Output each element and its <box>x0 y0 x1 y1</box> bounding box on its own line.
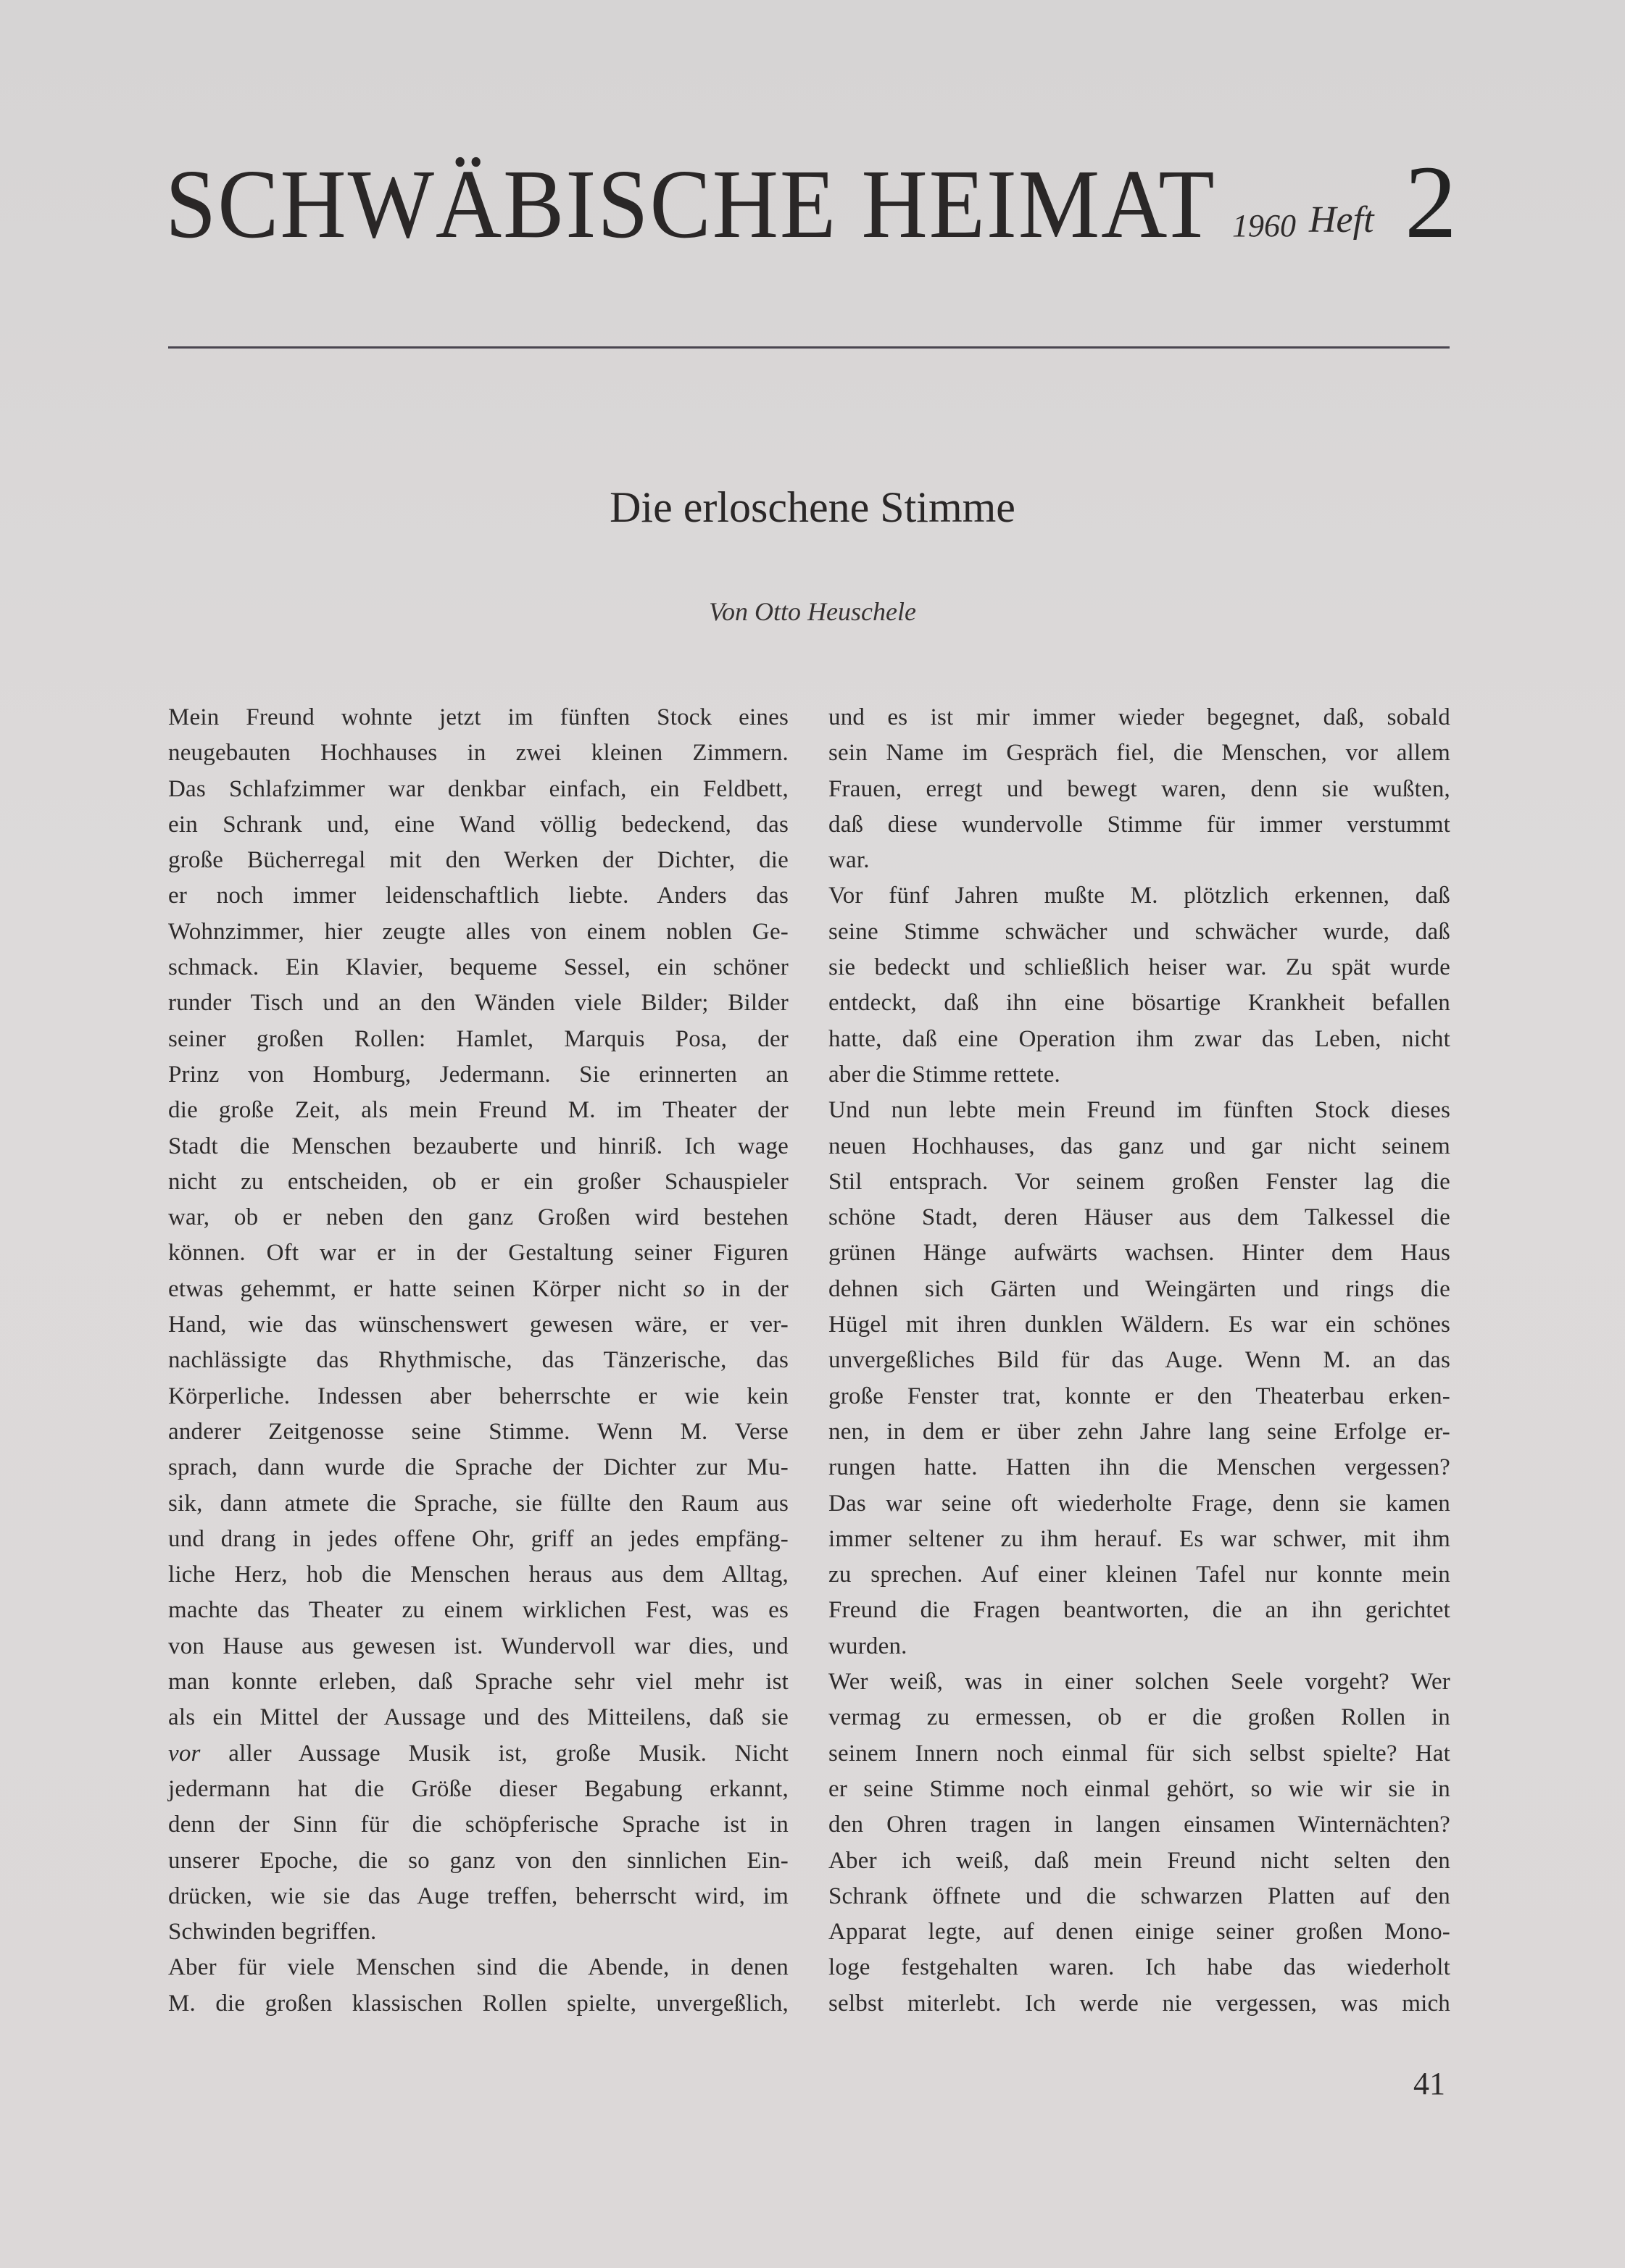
text-line: neugebauten Hochhauses in zwei kleinen Zimmern. <box>168 740 789 767</box>
text-line: M. die großen klassischen Rollen spielte, unvergeßlich, <box>168 1990 789 2017</box>
text-line: seine Stimme schwächer und schwächer wurde, daß <box>828 918 1450 945</box>
text-line: seiner großen Rollen: Hamlet, Marquis Posa, der <box>168 1025 789 1052</box>
text-line: unserer Epoche, die so ganz von den sinnlichen Ein- <box>168 1847 789 1874</box>
text-line: Aber für viele Menschen sind die Abende, in denen <box>168 1954 789 1981</box>
text-line: Stil entsprach. Vor seinem großen Fenster lag die <box>828 1168 1450 1195</box>
text-line: sie bedeckt und schließlich heiser war. Zu spät wurde <box>828 954 1450 981</box>
text-line: war. <box>828 847 870 874</box>
magazine-title: SCHWÄBISCHE HEIMAT <box>165 150 1216 259</box>
text-line: und es ist mir immer wieder begegnet, daß, sobald <box>828 704 1450 730</box>
issue-year: 1960 <box>1232 208 1296 243</box>
text-line: unvergeßliches Bild für das Auge. Wenn M. an das <box>828 1347 1450 1374</box>
text-line: vor aller Aussage Musik ist, große Musik. Nicht <box>168 1740 789 1767</box>
text-line: neuen Hochhauses, das ganz und gar nicht seinem <box>828 1133 1450 1159</box>
emphasized-word: so <box>683 1275 705 1302</box>
page-number: 41 <box>1413 2066 1445 2101</box>
text-line: rungen hatte. Hatten ihn die Menschen vergessen? <box>828 1454 1450 1481</box>
text-line: von Hause aus gewesen ist. Wundervoll war dies, und <box>168 1633 789 1659</box>
text-line: Aber ich weiß, daß mein Freund nicht selten den <box>828 1847 1450 1874</box>
text-line: denn der Sinn für die schöpferische Sprache ist in <box>168 1812 789 1838</box>
text-line: grünen Hänge aufwärts wachsen. Hinter dem Haus <box>828 1240 1450 1267</box>
text-line: große Fenster trat, konnte er den Theaterbau erken- <box>828 1383 1450 1409</box>
text-line: Hand, wie das wünschenswert gewesen wäre, er ver- <box>168 1312 789 1338</box>
text-line: Prinz von Homburg, Jedermann. Sie erinnerten an <box>168 1061 789 1088</box>
text-line: Mein Freund wohnte jetzt im fünften Stock eines <box>168 704 789 730</box>
text-line: große Bücherregal mit den Werken der Dichter, die <box>168 847 789 874</box>
issue-label: Heft <box>1309 199 1374 241</box>
text-line: seinem Innern noch einmal für sich selbst spielte? Hat <box>828 1740 1450 1767</box>
text-line: nen, in dem er über zehn Jahre lang seine Erfolge er- <box>828 1418 1450 1445</box>
text-line: Körperliche. Indessen aber beherrschte er wie kein <box>168 1383 789 1409</box>
text-line: vermag zu ermessen, ob er die großen Rollen in <box>828 1704 1450 1731</box>
text-line: Wer weiß, was in einer solchen Seele vorgeht? Wer <box>828 1669 1450 1696</box>
text-line: sein Name im Gespräch fiel, die Menschen, vor allem <box>828 740 1450 767</box>
text-column-right <box>828 700 1450 2022</box>
text-line: immer seltener zu ihm herauf. Es war schwer, mit ihm <box>828 1525 1450 1552</box>
text-line: Das Schlafzimmer war denkbar einfach, ein Feldbett, <box>168 775 789 802</box>
text-line: schmack. Ein Klavier, bequeme Sessel, ein schöner <box>168 954 789 981</box>
text-line: liche Herz, hob die Menschen heraus aus dem Alltag, <box>168 1562 789 1588</box>
text-line: nicht zu entscheiden, ob er ein großer Schauspieler <box>168 1168 789 1195</box>
emphasized-word: vor <box>168 1740 201 1767</box>
text-line: Und nun lebte mein Freund im fünften Stock dieses <box>828 1097 1450 1124</box>
text-line: als ein Mittel der Aussage und des Mitteilens, daß sie <box>168 1704 789 1731</box>
masthead-divider <box>168 346 1450 349</box>
text-line: sik, dann atmete die Sprache, sie füllte den Raum aus <box>168 1490 789 1517</box>
text-line: Hügel mit ihren dunklen Wäldern. Es war ein schönes <box>828 1312 1450 1338</box>
text-line: er noch immer leidenschaftlich liebte. Anders das <box>168 883 789 909</box>
text-line: Stadt die Menschen bezauberte und hinriß. Ich wage <box>168 1133 789 1159</box>
text-line: Apparat legte, auf denen einige seiner großen Mono- <box>828 1919 1450 1946</box>
text-line: entdeckt, daß ihn eine bösartige Krankheit befallen <box>828 990 1450 1017</box>
text-line: Das war seine oft wiederholte Frage, denn sie kamen <box>828 1490 1450 1517</box>
text-line: selbst miterlebt. Ich werde nie vergessen, was mich <box>828 1990 1450 2017</box>
text-line: zu sprechen. Auf einer kleinen Tafel nur konnte mein <box>828 1562 1450 1588</box>
text-line: aber die Stimme rettete. <box>828 1061 1061 1088</box>
text-line: etwas gehemmt, er hatte seinen Körper nicht so in der <box>168 1275 789 1302</box>
text-line: machte das Theater zu einem wirklichen Fest, was es <box>168 1597 789 1624</box>
article-byline: Von Otto Heuschele <box>709 597 916 626</box>
text-line: Vor fünf Jahren mußte M. plötzlich erkennen, daß <box>828 883 1450 909</box>
text-line: und drang in jedes offene Ohr, griff an jedes empfäng- <box>168 1525 789 1552</box>
text-line: nachlässigte das Rhythmische, das Tänzerische, das <box>168 1347 789 1374</box>
text-line: man konnte erleben, daß Sprache sehr viel mehr ist <box>168 1669 789 1696</box>
text-line: sprach, dann wurde die Sprache der Dichter zur Mu- <box>168 1454 789 1481</box>
text-line: hatte, daß eine Operation ihm zwar das Leben, nicht <box>828 1025 1450 1052</box>
text-line: schöne Stadt, deren Häuser aus dem Talkessel die <box>828 1204 1450 1231</box>
text-line: Freund die Fragen beantworten, die an ihn gerichtet <box>828 1597 1450 1624</box>
text-column-left <box>168 700 789 2022</box>
text-line: den Ohren tragen in langen einsamen Winternächten? <box>828 1812 1450 1838</box>
text-line: drücken, wie sie das Auge treffen, beherrscht wird, im <box>168 1883 789 1909</box>
text-line: die große Zeit, als mein Freund M. im Theater der <box>168 1097 789 1124</box>
text-line: er seine Stimme noch einmal gehört, so wie wir sie in <box>828 1775 1450 1802</box>
text-line: anderer Zeitgenosse seine Stimme. Wenn M. Verse <box>168 1418 789 1445</box>
text-line: können. Oft war er in der Gestaltung seiner Figuren <box>168 1240 789 1267</box>
text-line: daß diese wundervolle Stimme für immer verstummt <box>828 811 1450 838</box>
article-title: Die erloschene Stimme <box>610 483 1015 531</box>
text-line: Frauen, erregt und bewegt waren, denn sie wußten, <box>828 775 1450 802</box>
text-line: Schwinden begriffen. <box>168 1919 377 1946</box>
issue-number: 2 <box>1405 145 1457 260</box>
text-line: dehnen sich Gärten und Weingärten und rings die <box>828 1275 1450 1302</box>
text-line: Schrank öffnete und die schwarzen Platten auf den <box>828 1883 1450 1909</box>
text-line: ein Schrank und, eine Wand völlig bedeckend, das <box>168 811 789 838</box>
text-line: Wohnzimmer, hier zeugte alles von einem noblen Ge- <box>168 918 789 945</box>
masthead <box>165 145 1457 260</box>
text-line: loge festgehalten waren. Ich habe das wiederholt <box>828 1954 1450 1981</box>
text-line: war, ob er neben den ganz Großen wird bestehen <box>168 1204 789 1231</box>
text-line: runder Tisch und an den Wänden viele Bilder; Bilder <box>168 990 789 1017</box>
text-line: jedermann hat die Größe dieser Begabung erkannt, <box>168 1775 789 1802</box>
text-line: wurden. <box>828 1633 907 1659</box>
